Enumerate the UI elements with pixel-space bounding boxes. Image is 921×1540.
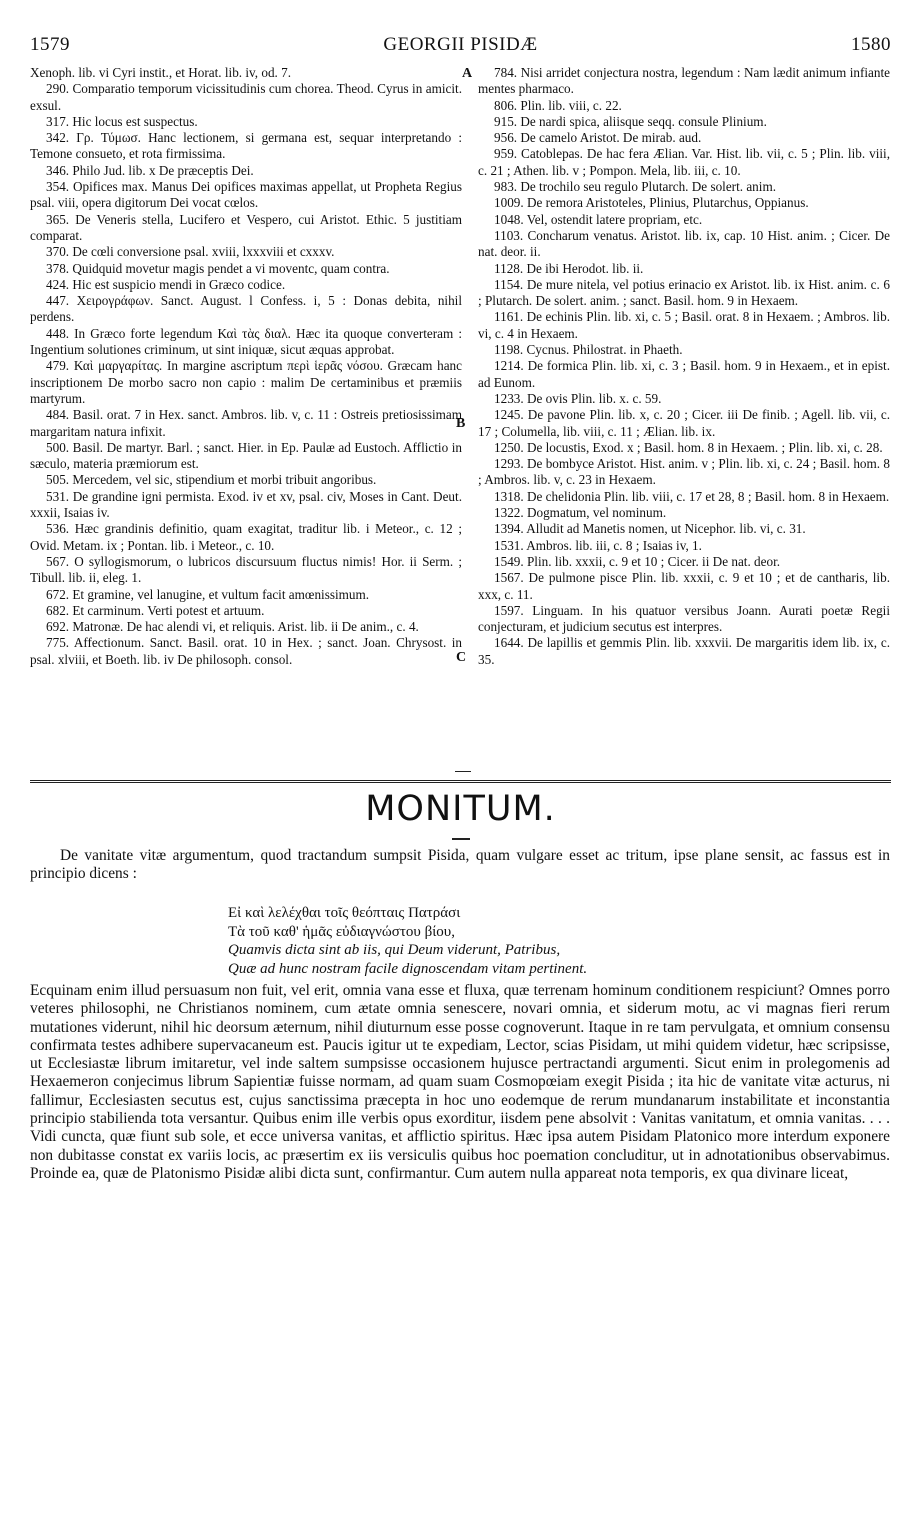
footnote-entry: 1161. De echinis Plin. lib. xi, c. 5 ; Basil. orat. 8 in Hexaem. ; Ambros. lib. vi, c. 4 in Hexaem. xyxy=(478,309,890,341)
footnote-entry: 1293. De bombyce Aristot. Hist. anim. v ; Plin. lib. xi, c. 24 ; Basil. hom. 8 ; Ambros. lib. v, c. 23 in Hexaem. xyxy=(478,456,890,488)
section-title: MONITUM. xyxy=(365,789,556,829)
footnote-entry: 1154. De mure nitela, vel potius erinacio ex Aristot. lib. ix Hist. anim. c. 6 ; Plutarch. De solert. anim. ; sanct. Basil. hom. 9 in Hexaem. xyxy=(478,276,890,309)
margin-letter-b: B xyxy=(456,416,466,431)
footnote-entry: 342. Γρ. Τύμωσ. Hanc lectionem, si germana est, sequar interpretando : Temone consueto, et rota firmissima. xyxy=(30,130,462,162)
footnote-entry: 672. Et gramine, vel lanugine, et vultum facit amœnissimum. xyxy=(46,586,370,602)
notes-column-left xyxy=(30,65,462,668)
footnote-entry: 915. De nardi spica, aliisque seqq. consule Plinium. xyxy=(494,113,767,129)
running-header xyxy=(30,34,891,60)
footnote-entry: 378. Quidquid movetur magis pendet a vi moventc, quam contra. xyxy=(46,260,390,276)
verse-line: Τὰ τοῦ καθ' ἡμᾶς εὐδιαγνώστου βίου, xyxy=(228,923,455,940)
footnote-entry: 448. In Græco forte legendum Καὶ τὰς διαλ. Hæc ita quoque converteram : Ingentium solutiones criminum, ut sint iniquæ, sicut æquas approbat. xyxy=(30,325,462,358)
footnote-entry: 784. Nisi arridet conjectura nostra, legendum : Nam lædit animum infiante mentes pharmaco. xyxy=(478,65,890,97)
footnote-entry: 1644. De lapillis et gemmis Plin. lib. xxxvii. De margaritis idem lib. ix, c. 35. xyxy=(478,635,890,667)
footnote-entry: 1128. De ibi Herodot. lib. ii. xyxy=(494,260,644,276)
footnote-entry: 1322. Dogmatum, vel nominum. xyxy=(494,505,667,521)
footnote-entry: 346. Philo Jud. lib. x De præceptis Dei. xyxy=(46,162,254,178)
monitum-paragraph-1: De vanitate vitæ argumentum, quod tractandum sumpsit Pisida, quam vulgare esset ac tritum, ipse plane sensit, ac fassus est in principio dicens : xyxy=(30,847,890,883)
footnote-entry: 806. Plin. lib. viii, c. 22. xyxy=(494,97,622,113)
footnote-entry: 682. Et carminum. Verti potest et artuum. xyxy=(46,602,265,618)
notes-column-right xyxy=(478,65,890,668)
footnote-entry: 370. De cœli conversione psal. xviii, lxxxviii et cxxxv. xyxy=(46,244,335,260)
footnote-entry: 1103. Concharum venatus. Aristot. lib. ix, cap. 10 Hist. anim. ; Cicer. De nat. deor. ii. xyxy=(478,227,890,260)
footnote-entry: 1009. De remora Aristoteles, Plinius, Plutarchus, Oppianus. xyxy=(494,195,809,211)
footnote-entry: 567. O syllogismorum, o lubricos discursuum fluctus nimis! Hor. ii Serm. ; Tibull. lib. ii, eleg. 1. xyxy=(30,553,462,586)
footnote-entry: 1531. Ambros. lib. iii, c. 8 ; Isaias iv, 1. xyxy=(494,537,702,553)
footnote-entry: 959. Catoblepas. De hac fera Ælian. Var. Hist. lib. vii, c. 5 ; Plin. lib. viii, c. 21 ; Athen. lib. v ; Pompon. Mela, lib. iii, c. 10. xyxy=(478,146,890,178)
margin-letter-c: C xyxy=(456,650,467,665)
footnote-entry: 354. Opifices max. Manus Dei opifices maximas appellat, ut Propheta Regius psal. viii, opera digitorum Dei vocat cœlos. xyxy=(30,179,462,211)
footnote-entry: 505. Mercedem, vel sic, stipendium et morbi tribuit angoribus. xyxy=(46,472,377,488)
footnote-entry: 365. De Veneris stella, Lucifero et Vespero, cui Aristot. Ethic. 5 justitiam comparat. xyxy=(30,211,462,243)
footnote-entry: 1048. Vel, ostendit latere propriam, etc. xyxy=(494,211,703,227)
footnote-entry: 447. Χειρογράφων. Sanct. August. l Confess. i, 5 : Donas debita, nihil perdens. xyxy=(30,293,462,325)
footnote-entry: 1214. De formica Plin. lib. xi, c. 3 ; Basil. hom. 9 in Hexaem., et in epist. ad Eunom. xyxy=(478,358,890,390)
footnote-entry: 1567. De pulmone pisce Plin. lib. xxxii, c. 9 et 10 ; et de cantharis, lib. xxx, c. 11. xyxy=(478,570,890,602)
footnote-entry: 424. Hic est suspicio mendi in Græco codice. xyxy=(46,276,286,292)
verse-quotation xyxy=(228,904,921,978)
verse-line: Quæ ad hunc nostram facile dignoscendam vitam pertinent. xyxy=(228,960,588,977)
footnote-entry: 1245. De pavone Plin. lib. x, c. 20 ; Cicer. iii De finib. ; Agell. lib. vii, c. 17 ; Columella, lib. viii, c. 11 ; Ælian. lib. ix. xyxy=(478,407,890,439)
footnote-entry: 500. Basil. De martyr. Barl. ; sanct. Hier. in Ep. Paulæ ad Eustoch. Afflictio in sæculo, materia præmiorum est. xyxy=(30,439,462,472)
footnote-entry: 983. De trochilo seu regulo Plutarch. De solert. anim. xyxy=(494,179,776,195)
verse-line: Εἰ καὶ λελέχθαι τοῖς θεόπταις Πατράσι xyxy=(228,905,461,921)
footnote-entry: 1233. De ovis Plin. lib. x. c. 59. xyxy=(494,390,662,406)
footnote-entry: 536. Hæc grandinis definitio, quam exagitat, traditur lib. i Meteor., c. 12 ; Ovid. Metam. ix ; Pontan. lib. i Meteor., c. 10. xyxy=(30,521,462,553)
footnote-entry: 479. Καὶ μαργαρίτας. In margine ascriptum περὶ ἱερᾶς νόσου. Græcam hanc inscriptionem De morbo sacro non capio : malim De certaminibus et præmiis martyrum. xyxy=(30,358,462,406)
footnote-entry: 956. De camelo Aristot. De mirab. aud. xyxy=(494,130,702,146)
footnote-entry: 290. Comparatio temporum vicissitudinis cum chorea. Theod. Cyrus in amicit. exsul. xyxy=(30,81,462,113)
running-title: GEORGII PISIDÆ xyxy=(383,34,538,55)
margin-letter-a: A xyxy=(462,66,473,81)
title-dash xyxy=(452,838,470,840)
verse-line: Quamvis dicta sint ab iis, qui Deum viderunt, Patribus, xyxy=(228,942,561,958)
footnote-entry: 531. De grandine igni permista. Exod. iv et xv, psal. civ, Moses in Cant. Deut. xxxii, Isaias iv. xyxy=(30,488,462,521)
footnote-entry: 775. Affectionum. Sanct. Basil. orat. 10 in Hex. ; sanct. Joan. Chrysost. in psal. xlviii, et Boeth. lib. iv De philosoph. consol. xyxy=(30,635,462,667)
footnote-entry: 1597. Linguam. In his quatuor versibus Joann. Aurati poetæ Regii conjecturam, et judicium secutus est interpres. xyxy=(478,602,890,635)
section-divider xyxy=(30,780,891,783)
footnote-entry: 1318. De chelidonia Plin. lib. viii, c. 17 et 28, 8 ; Basil. hom. 8 in Hexaem. xyxy=(494,488,890,504)
footnote-entry: 1198. Cycnus. Philostrat. in Phaeth. xyxy=(494,342,683,358)
footnote-entry: 484. Basil. orat. 7 in Hex. sanct. Ambros. lib. v, c. 11 : Ostreis pretiosissimam margaritam natura infixit. xyxy=(30,407,462,439)
footnote-entry: 1250. De locustis, Exod. x ; Basil. hom. 8 in Hexaem. ; Plin. lib. xi, c. 28. xyxy=(494,439,883,455)
footnote-entry: 1549. Plin. lib. xxxii, c. 9 et 10 ; Cicer. ii De nat. deor. xyxy=(494,553,781,569)
monitum-paragraph-2: Ecquinam enim illud persuasum non fuit, vel erit, omnia vana esse et fluxa, quæ terrenam hominum conditionem respiciunt? Omnes porro veteres philosophi, ne Christianos nominem, cum ætate omnia senescere, novari omnia, et siderum motu, ac vi magnas fieri rerum mutationes viderunt, nihil hic deorsum æternum, nihil diuturnum esse posse cognoverunt. Itaque in re tam pervulgata, et omnium consensu confirmata testes adhibere supervacaneum est. Paucis igitur ut te expediam, Lector, scias Pisidam, ut mihi quidem videtur, hæc scripsisse, ut Ecclesiastæ librum imitaretur, vel inde saltem sumpsisse occasionem hujusce pertractandi argumenti. Sicut enim in prolegomenis ad Hexaemeron conjecimus librum Sapientiæ fuisse normam, ad quam suam Cosmopœiam exegit Pisida ; ita hic de vanitate vitæ acturus, ni fallimur, Ecclesiasten secutus est, cujus sanctissima præcepta in hoc uno eodemque de rerum mundanarum instabilitate et inconstantia principio stabilienda tota versantur. Quibus enim ille verbis opus exorditur, iisdem pene absolvit : Vanitas vanitatum, et omnia vanitas. . . . Vidi cuncta, quæ fiunt sub sole, et ecce universa vanitas, et afflictio spiritus. Hæc ipsa autem Pisidam Platonico more interdum exponere non dubitasse constat ex variis locis, ac præsertim ex iis versiculis quibus hoc poemation concluditur, ut in adnotationibus observabimus. Proinde ea, quæ de Platonismo Pisidæ alibi dicta sunt, confirmantur. Cum autem nulla appareat nota temporis, ex qua divinare liceat, xyxy=(30,982,890,1182)
page-number-left: 1579 xyxy=(30,34,70,55)
page-number-right: 1580 xyxy=(851,34,891,55)
column-end-mark xyxy=(455,771,471,772)
footnote-entry: 1394. Alludit ad Manetis nomen, ut Nicephor. lib. vi, c. 31. xyxy=(494,521,806,537)
footnote-entry: 692. Matronæ. De hac alendi vi, et reliquis. Arist. lib. ii De anim., c. 4. xyxy=(46,619,419,635)
footnote-entry: Xenoph. lib. vi Cyri instit., et Horat. lib. iv, od. 7. xyxy=(30,65,292,80)
footnote-entry: 317. Hic locus est suspectus. xyxy=(46,113,198,129)
